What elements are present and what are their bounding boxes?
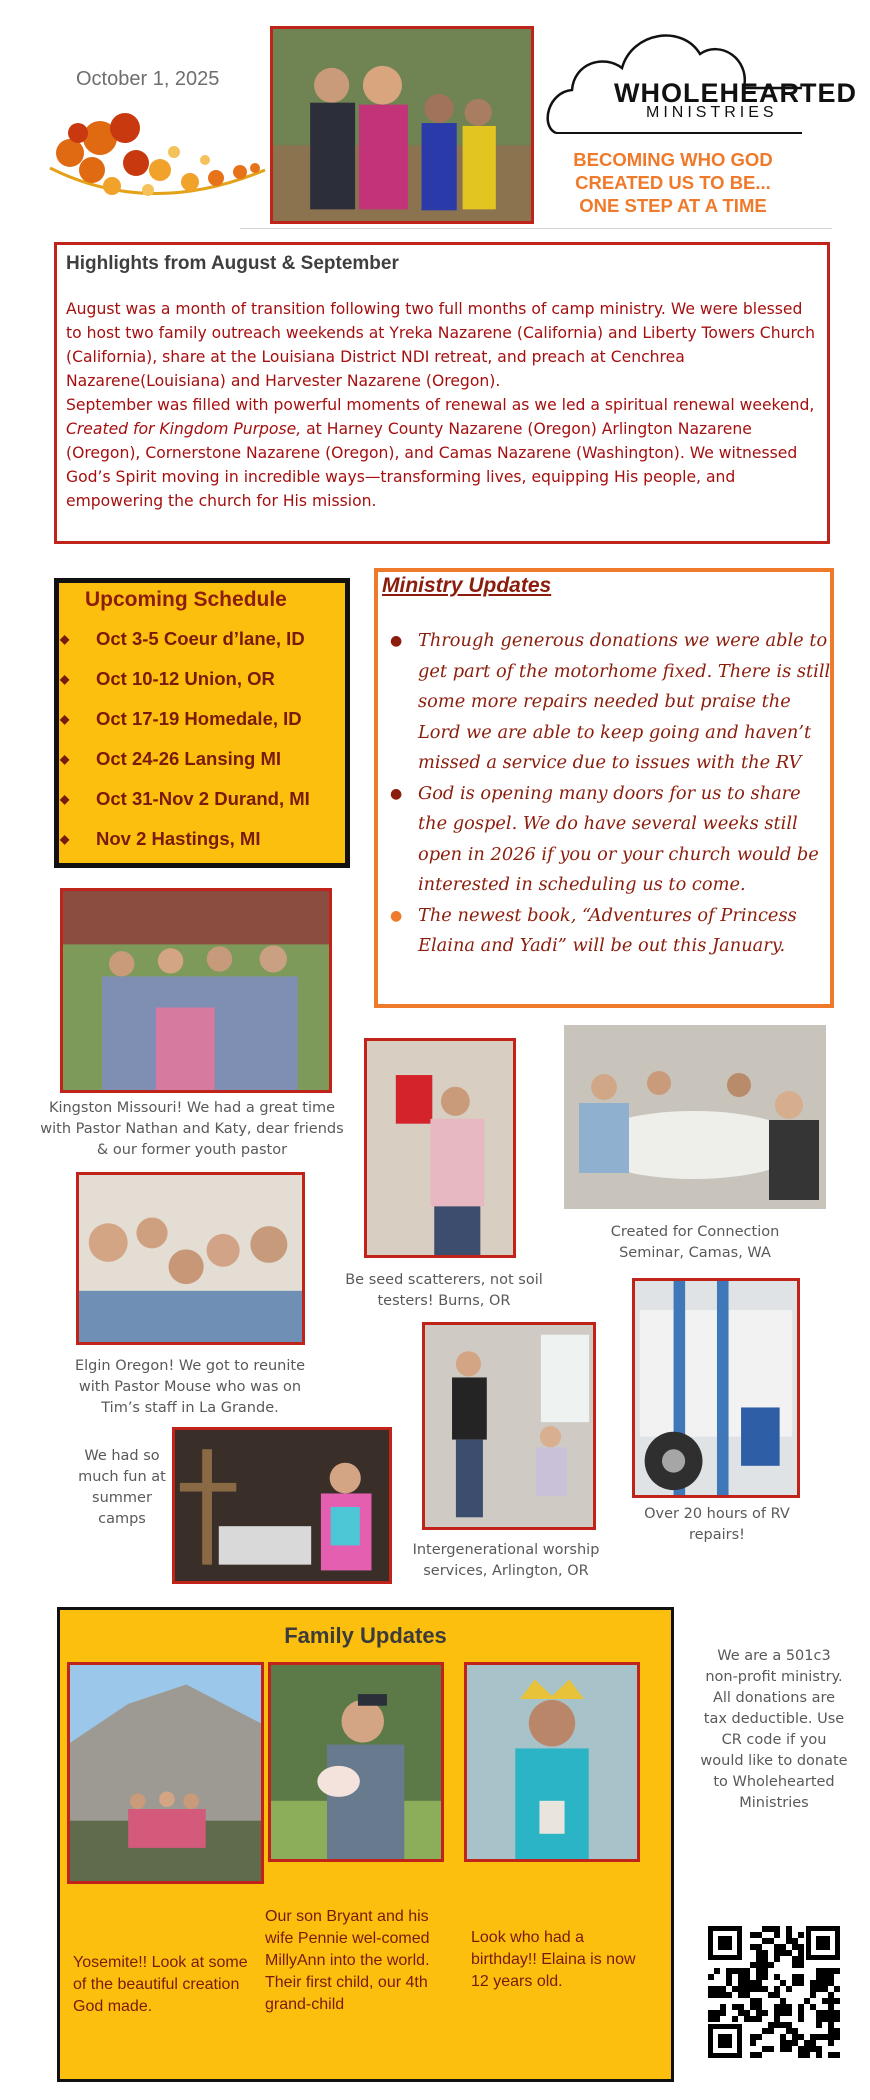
schedule-item-text: Oct 24-26 Lansing MI: [96, 748, 282, 769]
kingston-caption: Kingston Missouri! We had a great time with Pastor Nathan and Katy, dear friends & our former youth pastor: [40, 1100, 344, 1158]
ministry-updates-box: [374, 568, 834, 1008]
ministry-updates-title: Ministry Updates: [382, 574, 552, 597]
qr-module: [816, 1968, 822, 1974]
qr-module: [762, 2028, 768, 2034]
qr-module: [726, 1992, 732, 1998]
qr-module: [780, 1998, 786, 2004]
bryant-baby-photo: [268, 1662, 444, 1862]
qr-module: [714, 2010, 720, 2016]
diamond-bullet-icon: ◆: [60, 832, 70, 846]
qr-module: [762, 1938, 768, 1944]
yosemite-caption: Yosemite!! Look at some of the beautiful creation God made.: [73, 1954, 248, 2015]
qr-module: [744, 2010, 750, 2016]
qr-module: [756, 1956, 762, 1962]
qr-module: [798, 2046, 804, 2052]
family-header-photo: [270, 26, 534, 224]
kingston-group-photo: [60, 888, 332, 1093]
qr-module: [822, 1974, 828, 1980]
connection-seminar-photo: [564, 1025, 826, 1209]
qr-module: [774, 2010, 780, 2016]
qr-module: [738, 1968, 744, 1974]
qr-module: [756, 1962, 762, 1968]
tagline-line: CREATED US TO BE...: [575, 172, 771, 193]
qr-module: [798, 2052, 804, 2058]
seed-scatterers-photo: [364, 1038, 516, 1258]
qr-module: [750, 2052, 756, 2058]
header-divider: [240, 228, 832, 229]
qr-module: [708, 1992, 714, 1998]
highlights-box: [54, 242, 830, 544]
qr-module: [786, 2010, 792, 2016]
ministry-update-item: [388, 626, 832, 779]
qr-module: [762, 1950, 768, 1956]
qr-module: [756, 2004, 762, 2010]
qr-module: [786, 2040, 792, 2046]
qr-module: [828, 1992, 834, 1998]
qr-module: [714, 1986, 720, 1992]
qr-module: [708, 2010, 714, 2016]
qr-module: [810, 2004, 816, 2010]
qr-module: [798, 1974, 804, 1980]
qr-module: [810, 1992, 816, 1998]
qr-module: [792, 2028, 798, 2034]
qr-module: [756, 1998, 762, 2004]
qr-module: [756, 1932, 762, 1938]
qr-module: [756, 1944, 762, 1950]
qr-module: [798, 1932, 804, 1938]
qr-module: [714, 1968, 720, 1974]
schedule-title: Upcoming Schedule: [85, 588, 287, 611]
qr-module: [774, 2016, 780, 2022]
qr-module: [738, 2010, 744, 2016]
qr-module: [756, 1968, 762, 1974]
qr-module: [822, 2034, 828, 2040]
qr-module: [756, 2034, 762, 2040]
qr-module: [780, 2022, 786, 2028]
qr-module: [792, 1944, 798, 1950]
qr-module: [834, 1968, 840, 1974]
qr-module: [774, 1926, 780, 1932]
family-updates-box: [57, 1607, 674, 2082]
qr-module: [762, 1974, 768, 1980]
qr-module: [774, 1956, 780, 1962]
qr-module: [738, 1986, 744, 1992]
diamond-bullet-icon: ◆: [60, 752, 70, 766]
elgin-group-photo: [76, 1172, 305, 1345]
ministry-update-text: Through generous donations we were able to get part of the motorhome fixed. There is still some more repairs needed but praise the Lord we are able to keep going and haven’t missed a service due to issues with the RV: [418, 630, 831, 773]
elgin-caption: Elgin Oregon! We got to reunite with Pastor Mouse who was on Tim’s staff in La Grande.: [74, 1358, 306, 1416]
qr-module: [804, 2046, 810, 2052]
bullet-icon: ●: [390, 785, 403, 802]
ministry-updates-list: [388, 626, 832, 962]
qr-module: [768, 1992, 774, 1998]
qr-module: [756, 1950, 762, 1956]
qr-module: [726, 1968, 732, 1974]
qr-module: [744, 1980, 750, 1986]
qr-module: [762, 2010, 768, 2016]
qr-module: [792, 2034, 798, 2040]
qr-module: [744, 1992, 750, 1998]
bullet-icon: ●: [390, 907, 403, 924]
qr-module: [774, 2022, 780, 2028]
elaina-caption: Look who had a birthday!! Elaina is now 12 years old.: [471, 1929, 636, 1990]
qr-module: [828, 2028, 834, 2034]
qr-module: [780, 2046, 786, 2052]
qr-module: [750, 1932, 756, 1938]
qr-module: [822, 1968, 828, 1974]
qr-module: [768, 1926, 774, 1932]
ministry-update-text: God is opening many doors for us to share the gospel. We do have several weeks still open in 2026 if you or your church would be interested in scheduling us to come.: [418, 782, 819, 895]
qr-module: [822, 1998, 828, 2004]
qr-module: [738, 1974, 744, 1980]
qr-module: [804, 2040, 810, 2046]
qr-module: [834, 1998, 840, 2004]
qr-module: [798, 2004, 804, 2010]
qr-module: [750, 1980, 756, 1986]
qr-module: [798, 2010, 804, 2016]
qr-module: [774, 1944, 780, 1950]
qr-module: [720, 1986, 726, 1992]
schedule-item-text: Nov 2 Hastings, MI: [96, 828, 261, 849]
qr-module: [726, 1980, 732, 1986]
highlights-event-name: Created for Kingdom Purpose,: [66, 420, 302, 438]
qr-module: [714, 1992, 720, 1998]
qr-module: [810, 1986, 816, 1992]
qr-module: [780, 1944, 786, 1950]
qr-module: [792, 1938, 798, 1944]
qr-module: [750, 1962, 756, 1968]
qr-module: [798, 1962, 804, 1968]
qr-module: [786, 1986, 792, 1992]
qr-module: [762, 1926, 768, 1932]
qr-module: [762, 1968, 768, 1974]
qr-module: [816, 2016, 822, 2022]
qr-module: [744, 1974, 750, 1980]
qr-module: [828, 2034, 834, 2040]
qr-module: [762, 1956, 768, 1962]
qr-module: [810, 2046, 816, 2052]
tagline-line: ONE STEP AT A TIME: [579, 195, 767, 216]
qr-module: [792, 1956, 798, 1962]
qr-module: [756, 2010, 762, 2016]
qr-module: [828, 1998, 834, 2004]
qr-module: [780, 2034, 786, 2040]
qr-module: [744, 2016, 750, 2022]
qr-module: [828, 2040, 834, 2046]
bryant-caption: Our son Bryant and his wife Pennie wel-comed MillyAnn into the world. Their first child, our 4th grand-child: [265, 1908, 430, 2013]
qr-module: [798, 1944, 804, 1950]
qr-module: [756, 1974, 762, 1980]
qr-module: [750, 2034, 756, 2040]
highlights-text: September was filled with powerful moments of renewal as we led a spiritual renewal weekend,: [66, 396, 815, 414]
qr-module: [828, 2052, 834, 2058]
schedule-item-text: Oct 17-19 Homedale, ID: [96, 708, 302, 729]
qr-module: [756, 2016, 762, 2022]
rv-repairs-photo: [632, 1278, 800, 1498]
logo-wordmark: WHOLEHEARTED: [614, 78, 857, 108]
donation-note: We are a 501c3 non-profit ministry. All donations are tax deductible. Use CR code if you would like to donate to Wholehearted Ministries: [700, 1648, 848, 1811]
qr-module: [768, 1938, 774, 1944]
qr-module: [744, 1968, 750, 1974]
diamond-bullet-icon: ◆: [60, 672, 70, 686]
qr-module: [786, 2022, 792, 2028]
highlights-september: [66, 393, 818, 513]
newsletter-date: October 1, 2025: [76, 68, 220, 90]
diamond-bullet-icon: ◆: [60, 712, 70, 726]
seed-scatterers-caption: Be seed scatterers, not soil testers! Burns, OR: [345, 1272, 543, 1309]
qr-module: [786, 1938, 792, 1944]
qr-module: [816, 2010, 822, 2016]
qr-module: [822, 1980, 828, 1986]
qr-module: [762, 1986, 768, 1992]
qr-module: [816, 2022, 822, 2028]
qr-module: [714, 2016, 720, 2022]
rv-repairs-caption: Over 20 hours of RV repairs!: [644, 1506, 790, 1543]
ministry-update-item: [388, 901, 832, 962]
qr-module: [786, 1926, 792, 1932]
schedule-item-text: Oct 31-Nov 2 Durand, MI: [96, 788, 310, 809]
qr-module: [720, 2010, 726, 2016]
qr-module: [756, 1980, 762, 1986]
qr-module: [750, 2040, 756, 2046]
diamond-bullet-icon: ◆: [60, 632, 70, 646]
highlights-text: at Harney County Nazarene (Oregon) Arlington Nazarene (Oregon), Cornerstone Nazarene (Oregon), and Camas Nazarene (Washington). We witnessed God’s Spirit moving in incredible ways—transforming lives, equipping His people, and empowering the church for His mission.: [66, 420, 798, 510]
tagline-line: BECOMING WHO GOD: [573, 149, 773, 170]
qr-module: [768, 2028, 774, 2034]
qr-module: [786, 2028, 792, 2034]
qr-module: [738, 1992, 744, 1998]
qr-module: [738, 2004, 744, 2010]
qr-module: [786, 1932, 792, 1938]
qr-module: [816, 1974, 822, 1980]
family-updates-title: Family Updates: [284, 1623, 447, 1648]
donation-qr-code-icon[interactable]: [706, 1924, 842, 2060]
qr-module: [786, 2046, 792, 2052]
qr-module: [768, 1962, 774, 1968]
qr-module: [774, 2004, 780, 2010]
schedule-item-text: Oct 3-5 Coeur d’lane, ID: [96, 628, 305, 649]
qr-module: [834, 2016, 840, 2022]
qr-module: [720, 2004, 726, 2010]
qr-module: [750, 1986, 756, 1992]
qr-module: [756, 2052, 762, 2058]
qr-module: [834, 2034, 840, 2040]
qr-module: [816, 1986, 822, 1992]
upcoming-schedule-box: [54, 578, 350, 868]
qr-module: [762, 1962, 768, 1968]
qr-module: [798, 2034, 804, 2040]
qr-module: [750, 2016, 756, 2022]
qr-module: [780, 1950, 786, 1956]
qr-module: [828, 1980, 834, 1986]
qr-module: [786, 2004, 792, 2010]
qr-module: [828, 2004, 834, 2010]
qr-module: [828, 1974, 834, 1980]
qr-module: [816, 2034, 822, 2040]
qr-module: [708, 2016, 714, 2022]
qr-module: [774, 1992, 780, 1998]
qr-module: [780, 2040, 786, 2046]
qr-module: [834, 2052, 840, 2058]
qr-module: [792, 1974, 798, 1980]
worship-service-photo: [422, 1322, 596, 1530]
qr-module: [822, 2010, 828, 2016]
qr-module: [798, 1950, 804, 1956]
qr-module: [792, 2040, 798, 2046]
qr-module: [798, 2016, 804, 2022]
highlights-title: Highlights from August & September: [66, 253, 399, 274]
qr-module: [750, 2004, 756, 2010]
qr-module: [732, 2004, 738, 2010]
qr-module: [828, 2010, 834, 2016]
diamond-bullet-icon: ◆: [60, 792, 70, 806]
qr-module: [804, 2052, 810, 2058]
qr-module: [834, 1986, 840, 1992]
qr-module: [732, 2016, 738, 2022]
qr-module: [822, 1986, 828, 1992]
connection-seminar-caption: Created for Connection Seminar, Camas, WA: [610, 1224, 780, 1261]
qr-module: [786, 1950, 792, 1956]
qr-module: [780, 2004, 786, 2010]
qr-module: [780, 1980, 786, 1986]
qr-module: [732, 1968, 738, 1974]
qr-module: [774, 1974, 780, 1980]
qr-module: [708, 1974, 714, 1980]
qr-module: [750, 1998, 756, 2004]
qr-module: [750, 1944, 756, 1950]
worship-service-caption: Intergenerational worship services, Arlington, OR: [412, 1542, 600, 1579]
qr-module: [774, 1950, 780, 1956]
qr-module: [762, 2046, 768, 2052]
qr-module: [810, 2034, 816, 2040]
schedule-item-text: Oct 10-12 Union, OR: [96, 668, 275, 689]
qr-module: [780, 2010, 786, 2016]
qr-module: [810, 1980, 816, 1986]
qr-module: [798, 1980, 804, 1986]
qr-module: [792, 1962, 798, 1968]
yosemite-photo: [67, 1662, 264, 1884]
qr-module: [768, 2022, 774, 2028]
ministry-update-text: The newest book, “Adventures of Princess Elaina and Yadi” will be out this January.: [418, 904, 797, 956]
qr-module: [768, 2046, 774, 2052]
qr-module: [828, 1968, 834, 1974]
qr-module: [774, 1986, 780, 1992]
elaina-birthday-photo: [464, 1662, 640, 1862]
qr-module: [744, 1986, 750, 1992]
tagline: [548, 148, 798, 217]
qr-module: [816, 2052, 822, 2058]
qr-module: [804, 1998, 810, 2004]
qr-module: [792, 1980, 798, 1986]
qr-module: [774, 1932, 780, 1938]
qr-module: [726, 1974, 732, 1980]
qr-module: [828, 2016, 834, 2022]
qr-module: [810, 2040, 816, 2046]
qr-module: [732, 1986, 738, 1992]
highlights-august: August was a month of transition following two full months of camp ministry. We were blessed to host two family outreach weekends at Yreka Nazarene (California) and Liberty Towers Church (California), share at the Louisiana District NDI retreat, and preach at Cenchrea Nazarene(Louisiana) and Harvester Nazarene (Oregon).: [66, 300, 815, 390]
summer-camps-caption: We had so much fun at summer camps: [78, 1448, 166, 1527]
summer-camps-photo: [172, 1427, 392, 1584]
qr-module: [708, 1986, 714, 1992]
logo-subtitle: MINISTRIES: [646, 104, 778, 121]
qr-module: [738, 1980, 744, 1986]
qr-module: [798, 1956, 804, 1962]
qr-module: [816, 2046, 822, 2052]
ministry-update-item: [388, 779, 832, 901]
bullet-icon: ●: [390, 633, 403, 649]
qr-module: [756, 1986, 762, 1992]
qr-module: [720, 1992, 726, 1998]
qr-module: [828, 2022, 834, 2028]
autumn-leaves-icon: [40, 98, 270, 213]
qr-module: [816, 1980, 822, 1986]
qr-module: [834, 2028, 840, 2034]
highlights-body: [66, 297, 818, 513]
qr-module: [822, 2016, 828, 2022]
qr-module: [834, 2010, 840, 2016]
